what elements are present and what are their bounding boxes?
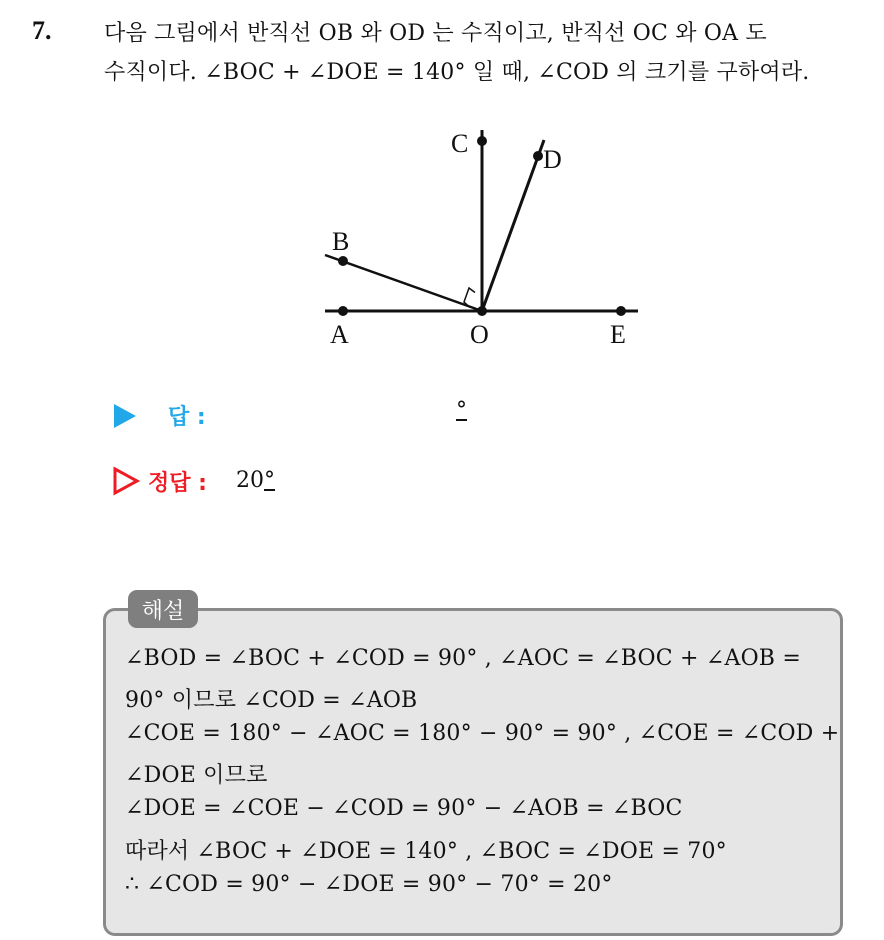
point-E	[616, 306, 626, 316]
point-A	[338, 306, 348, 316]
answer-arrow-icon	[112, 402, 138, 430]
question-number: 7.	[32, 16, 52, 45]
solution-line-3: ∠COE = 180° − ∠AOC = 180° − 90° = 90° , ∠COE = ∠COD +	[125, 721, 840, 746]
label-C: C	[451, 129, 469, 158]
solution-line-6: 따라서 ∠BOC + ∠DOE = 140° , ∠BOC = ∠DOE = 70°	[125, 839, 727, 864]
correct-answer-number: 20	[236, 468, 264, 493]
point-C	[477, 136, 487, 146]
solution-line-2: 90° 이므로 ∠COD = ∠AOB	[125, 688, 418, 713]
label-D: D	[543, 145, 562, 174]
answer-blank[interactable]: °	[456, 398, 467, 423]
solution-tab: 해설	[128, 590, 198, 628]
question-text-line-1: 다음 그림에서 반직선 OB 와 OD 는 수직이고, 반직선 OC 와 OA 도	[104, 21, 767, 46]
correct-answer-value	[236, 468, 275, 493]
point-D	[533, 151, 543, 161]
label-A: A	[330, 320, 349, 349]
ray-OD	[482, 140, 544, 311]
point-B	[338, 256, 348, 266]
solution-line-1: ∠BOD = ∠BOC + ∠COD = 90° , ∠AOC = ∠BOC + ∠AOB =	[125, 646, 801, 671]
label-E: E	[610, 320, 626, 349]
label-B: B	[332, 227, 350, 256]
right-angle-mark	[464, 288, 475, 307]
correct-answer-label: 정답 :	[148, 471, 207, 496]
question-text-line-2: 수직이다. ∠BOC + ∠DOE = 140° 일 때, ∠COD 의 크기를 구하여라.	[104, 60, 810, 85]
ray-OB	[325, 255, 482, 311]
solution-line-5: ∠DOE = ∠COE − ∠COD = 90° − ∠AOB = ∠BOC	[125, 796, 683, 821]
answer-label: 답 :	[168, 405, 206, 430]
geometry-figure	[310, 120, 650, 360]
solution-line-4: ∠DOE 이므로	[125, 763, 268, 788]
correct-arrow-icon	[112, 466, 140, 496]
point-O	[477, 306, 487, 316]
solution-line-7: ∴ ∠COD = 90° − ∠DOE = 90° − 70° = 20°	[125, 872, 613, 897]
correct-answer-unit: °	[264, 468, 275, 493]
label-O: O	[470, 320, 489, 349]
